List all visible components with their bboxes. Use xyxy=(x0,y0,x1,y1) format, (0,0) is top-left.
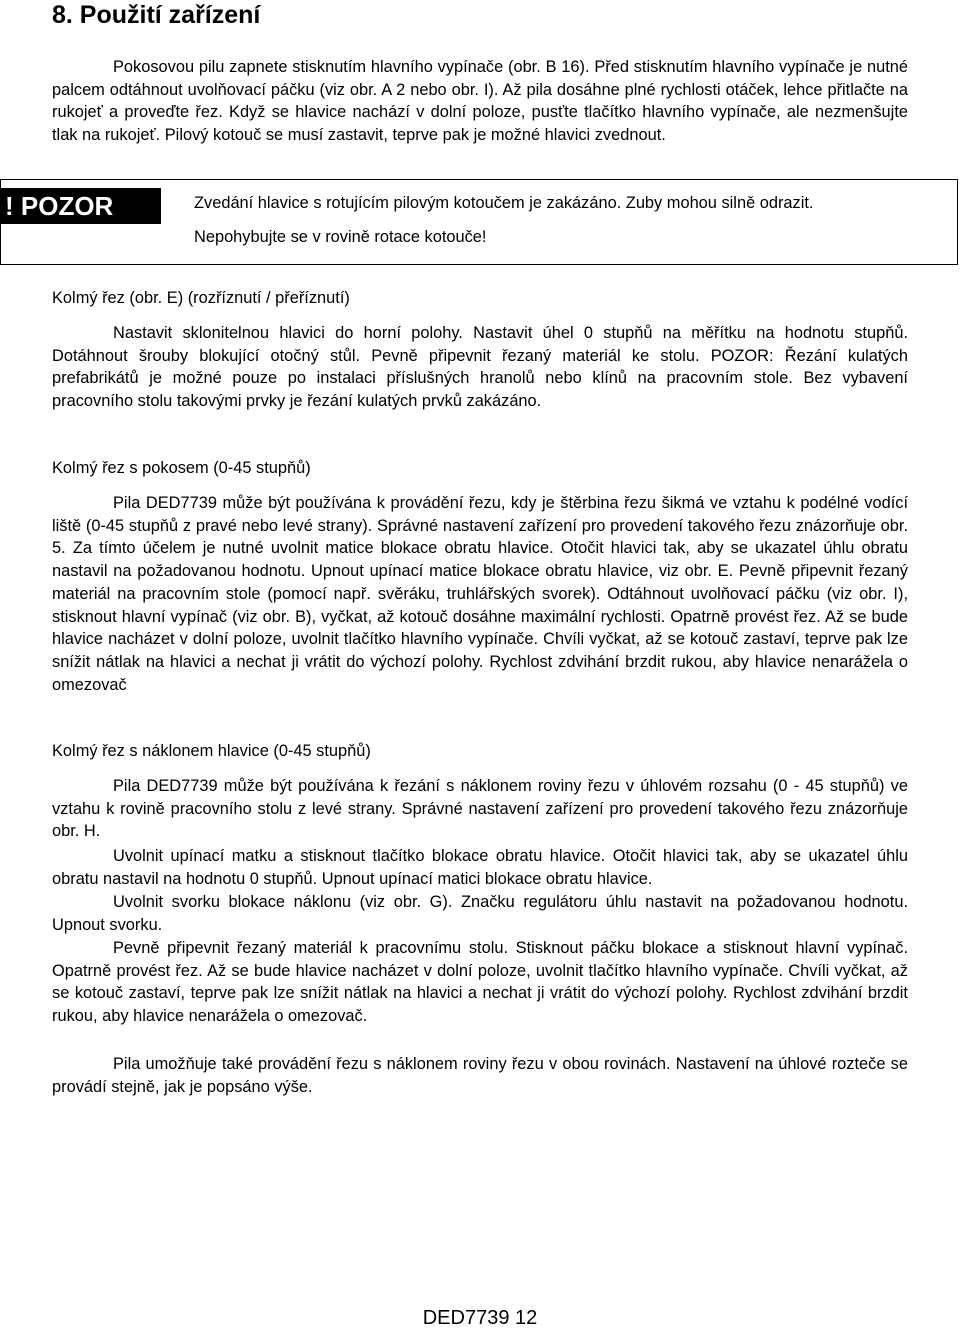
miter-cut-paragraph: Pila DED7739 může být používána k provádění řezu, kdy je štěrbina řezu šikmá ve vztahu k podélné vodící liště (0-45 stupňů z pravé nebo levé strany). Správné nastavení zařízení pro provedení takového řezu znázorňuje obr. 5. Za tímto účelem je nutné uvolnit matice blokace obratu hlavice. Otočit hlavici tak, aby se ukazatel úhlu obratu nastavil na požadovanou hodnotu. Upnout upínací matice blokace obratu hlavice, viz obr. E. Pevně připevnit řezaný materiál na pracovním stole (pomocí např. svěráku, truhlářských svorek). Odtáhnout uvolňovací páčku (viz obr. I), stisknout hlavní vypínač (viz obr. B), vyčkat, až kotouč dosáhne maximální rychlosti. Opatrně provést řez. Až se bude hlavice nacházet v dolní poloze, uvolnit tlačítko hlavního vypínače. Chvíli vyčkat, až se kotouč zastaví, teprve pak lze snížit nátlak na hlavici a nechat ji vrátit do výchozí polohy. Rychlost zdvihání brzdit rukou, aby hlavice nenarážela o omezovač xyxy=(52,494,908,694)
bevel-cut-heading: Kolmý řez s náklonem hlavice (0-45 stupňů) xyxy=(52,742,371,760)
straight-cut-heading: Kolmý řez (obr. E) (rozříznutí / přeříznutí) xyxy=(52,289,350,307)
bevel-cut-paragraph-4: Pevně připevnit řezaný materiál k pracovnímu stolu. Stisknout páčku blokace a stisknout hlavní vypínač. Opatrně provést řez. Až se bude hlavice nacházet v dolní poloze, uvolnit tlačítko hlavního vypínače. Chvíli vyčkat, až se kotouč zastaví, teprve pak lze snížit nátlak na hlavici a nechat ji vrátit do výchozí polohy. Rychlost zdvihání brzdit rukou, aby hlavice nenarážela o omezovač. xyxy=(52,939,908,1026)
bevel-cut-paragraph-1: Pila DED7739 může být používána k řezání s náklonem roviny řezu v úhlovém rozsahu (0 - 45 stupňů) ve vztahu k rovině pracovního stolu z levé strany. Správné nastavení zařízení pro provedení takového řezu znázorňuje obr. H. xyxy=(52,777,908,841)
miter-cut-heading: Kolmý řez s pokosem (0-45 stupňů) xyxy=(52,459,311,477)
section-title: 8. Použití zařízení xyxy=(52,1,261,29)
bevel-cut-paragraph-2: Uvolnit upínací matku a stisknout tlačítko blokace obratu hlavice. Otočit hlavici tak, aby se ukazatel úhlu obratu nastavil na hodnotu 0 stupňů. Upnout upínací matici blokace obratu hlavice. xyxy=(52,847,908,888)
page-footer: DED7739 12 xyxy=(422,1307,538,1329)
warning-box xyxy=(0,179,958,265)
warning-label: ! POZOR xyxy=(1,188,161,224)
warning-text: Zvedání hlavice s rotujícím pilovým kotoučem je zakázáno. Zuby mohou silně odrazit. Nepohybujte se v rovině rotace kotouče! xyxy=(194,194,814,246)
straight-cut-paragraph: Nastavit sklonitelnou hlavici do horní polohy. Nastavit úhel 0 stupňů na měřítku na hodnotu stupňů. Dotáhnout šrouby blokující otočný stůl. Pevně připevnit řezaný materiál ke stolu. POZOR: Řezání kulatých prefabrikátů je možné pouze po instalaci příslušných hranolů nebo klínů na pracovním stole. Bez vybavení pracovního stolu takovými prvky je řezání kulatých prvků zakázáno. xyxy=(52,324,908,411)
bevel-cut-paragraph-3: Uvolnit svorku blokace náklonu (viz obr. G). Značku regulátoru úhlu nastavit na požadovanou hodnotu. Upnout svorku. xyxy=(52,893,908,934)
bevel-cut-paragraph-5: Pila umožňuje také provádění řezu s náklonem roviny řezu v obou rovinách. Nastavení na úhlové rozteče se provádí stejně, jak je popsáno výše. xyxy=(52,1055,908,1096)
intro-paragraph: Pokosovou pilu zapnete stisknutím hlavního vypínače (obr. B 16). Před stisknutím hlavního vypínače je nutné palcem odtáhnout uvolňovací páčku (viz obr. A 2 nebo obr. I). Až pila dosáhne plné rychlosti otáček, lehce přitlačte na rukojeť a proveďte řez. Když se hlavice nachází v dolní poloze, pusťte tlačítko hlavního vypínače, ale nezmenšujte tlak na rukojeť. Pilový kotouč se musí zastavit, teprve pak je možné hlavici zvednout. xyxy=(52,58,908,145)
